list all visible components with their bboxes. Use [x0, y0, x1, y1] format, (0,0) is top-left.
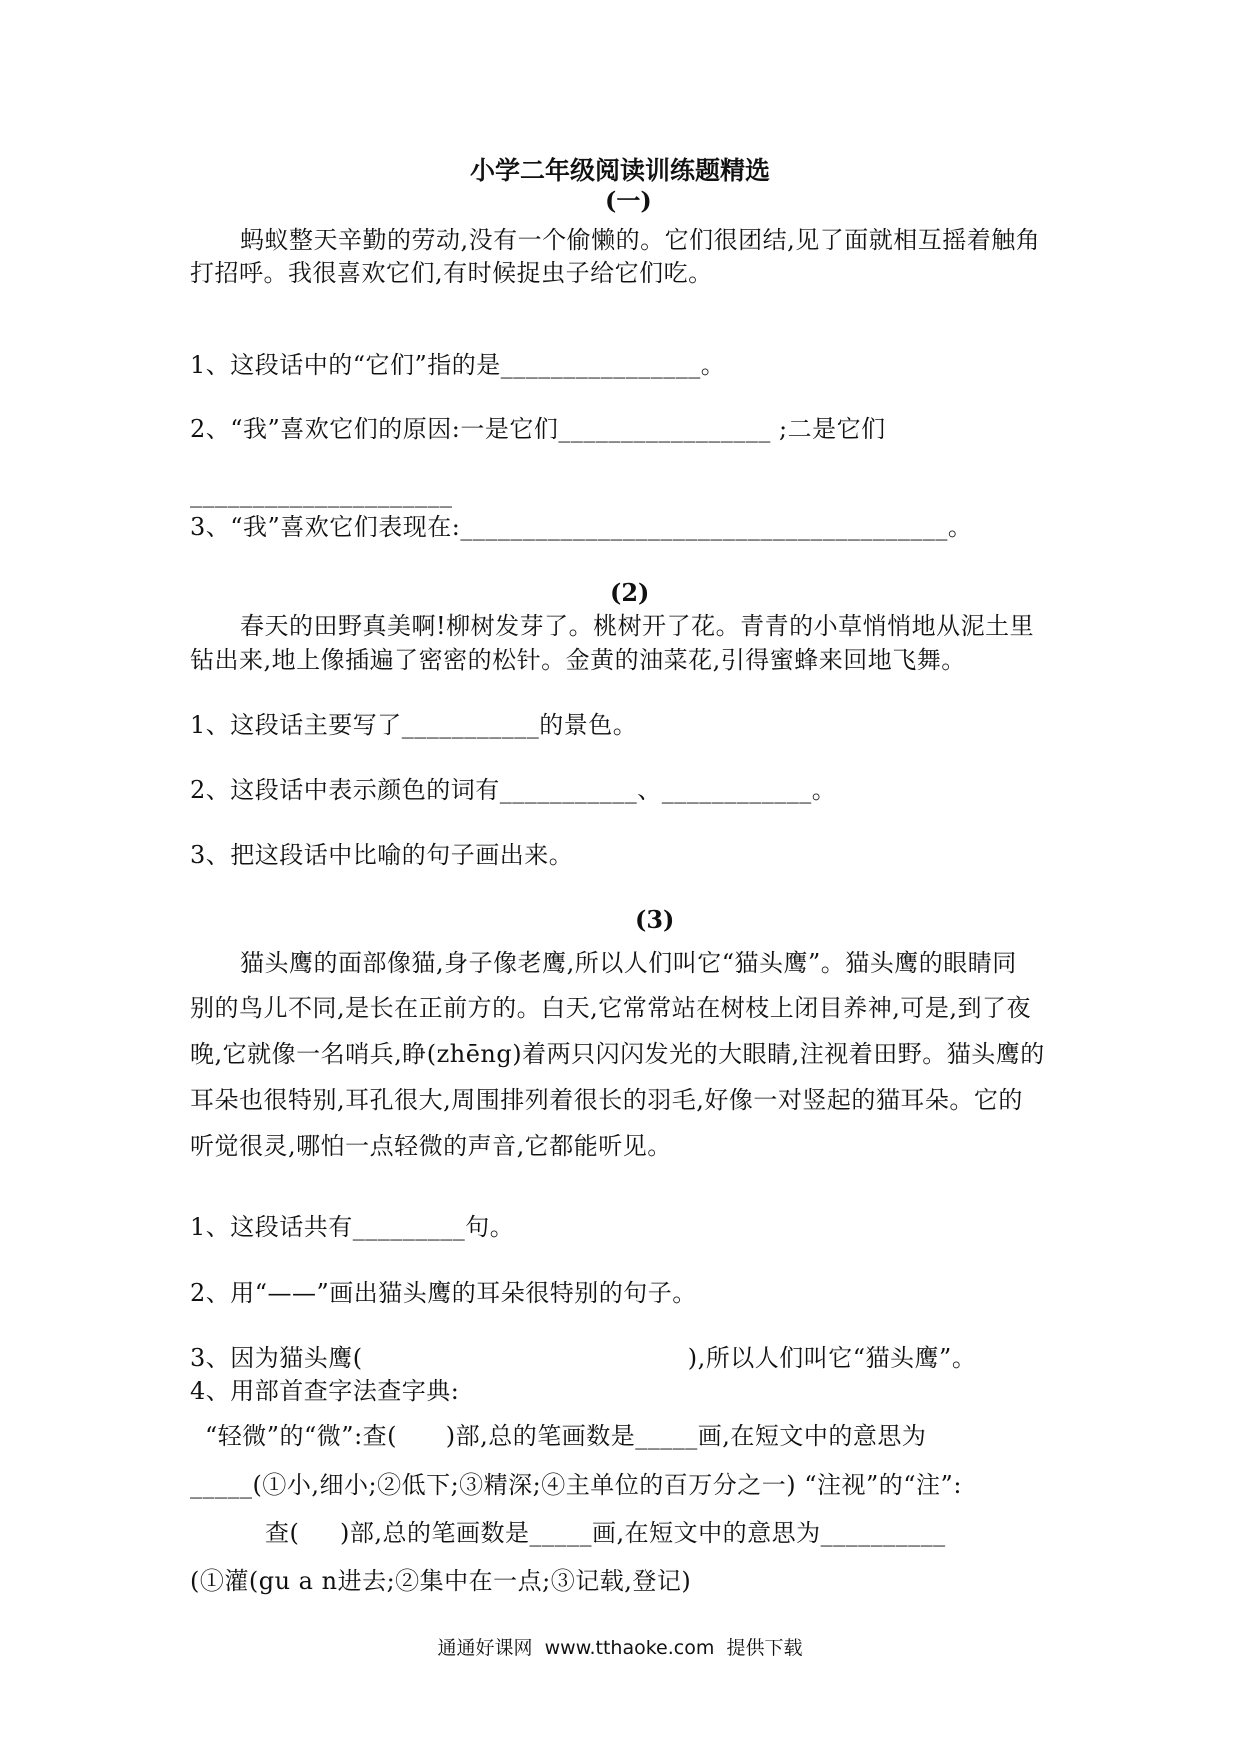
section-3-question-2: 2、用“——”画出猫头鹰的耳朵很特别的句子。 — [190, 1279, 697, 1307]
section-3-heading: (3) — [635, 905, 675, 934]
page-title: 小学二年级阅读训练题精选 — [469, 156, 770, 185]
section-3-question-4-line-a: “轻微”的“微”:查( )部,总的笔画数是_____画,在短文中的意思为 — [205, 1422, 927, 1450]
section-2-question-3: 3、把这段话中比喻的句子画出来。 — [190, 841, 574, 869]
section-3-question-1: 1、这段话共有_________句。 — [190, 1213, 515, 1241]
section-1-paragraph-line-1: 蚂蚁整天辛勤的劳动,没有一个偷懒的。它们很团结,见了面就相互摇着触角 — [240, 226, 1041, 254]
section-2-question-1: 1、这段话主要写了___________的景色。 — [190, 711, 638, 739]
section-2-question-2: 2、这段话中表示颜色的词有___________、____________。 — [190, 776, 837, 804]
section-3-question-4-line-b: _____(①小,细小;②低下;③精深;④主单位的百万分之一) “注视”的“注”: — [190, 1471, 962, 1499]
section-2-paragraph-line-2: 钻出来,地上像插遍了密密的松针。金黄的油菜花,引得蜜蜂来回地飞舞。 — [190, 646, 966, 674]
footer-credit: 通通好课网 www.tthaoke.com 提供下载 — [437, 1637, 803, 1659]
section-3-paragraph-line-3: 晚,它就像一名哨兵,睁(zhēng)着两只闪闪发光的大眼睛,注视着田野。猫头鹰的 — [190, 1040, 1045, 1068]
section-3-paragraph-line-2: 别的鸟儿不同,是长在正前方的。白天,它常常站在树枝上闭目养神,可是,到了夜 — [190, 994, 1032, 1022]
section-1-paragraph-line-2: 打招呼。我很喜欢它们,有时候捉虫子给它们吃。 — [190, 259, 713, 287]
section-1-question-3: 3、“我”喜欢它们表现在:_______________________________________。 — [190, 513, 973, 541]
section-1-heading: (一) — [605, 186, 652, 215]
section-1-question-2-blank: _____________________ — [190, 480, 453, 508]
section-3-question-3: 3、因为猫头鹰( ),所以人们叫它“猫头鹰”。 — [190, 1344, 977, 1372]
section-2-paragraph-line-1: 春天的田野真美啊!柳树发芽了。桃树开了花。青青的小草悄悄地从泥土里 — [240, 612, 1035, 640]
section-3-paragraph-line-4: 耳朵也很特别,耳孔很大,周围排列着很长的羽毛,好像一对竖起的猫耳朵。它的 — [190, 1086, 1023, 1114]
section-3-paragraph-line-5: 听觉很灵,哪怕一点轻微的声音,它都能听见。 — [190, 1132, 672, 1160]
section-3-question-4-line-d: (①灌(gu a n进去;②集中在一点;③记载,登记) — [190, 1567, 692, 1595]
section-1-question-2: 2、“我”喜欢它们的原因:一是它们_________________ ;二是它们 — [190, 415, 886, 443]
section-1-question-1: 1、这段话中的“它们”指的是________________。 — [190, 351, 726, 379]
section-2-heading: (2) — [610, 578, 650, 607]
section-3-paragraph-line-1: 猫头鹰的面部像猫,身子像老鹰,所以人们叫它“猫头鹰”。猫头鹰的眼睛同 — [240, 949, 1017, 977]
section-3-question-4: 4、用部首查字法查字典: — [190, 1377, 460, 1405]
section-3-question-4-line-c: 查( )部,总的笔画数是_____画,在短文中的意思为__________ — [265, 1519, 946, 1547]
